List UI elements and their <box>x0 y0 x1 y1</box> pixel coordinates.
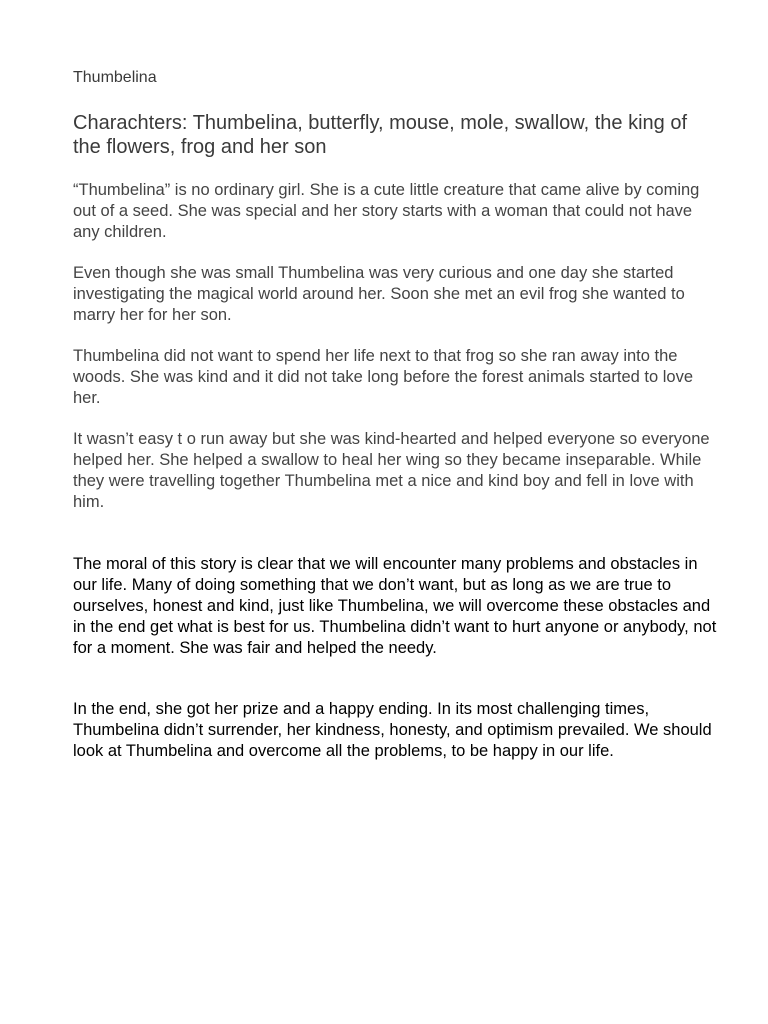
document-title: Thumbelina <box>73 69 157 86</box>
paragraph-run-away: Thumbelina did not want to spend her life next to that frog so she ran away into the woods. She was kind and it did not take long before the forest animals started to love her. <box>73 347 694 407</box>
paragraph-intro: “Thumbelina” is no ordinary girl. She is a cute little creature that came alive by coming out of a seed. She was special and her story starts with a woman that could not have any children. <box>73 181 700 241</box>
paragraph-ending: In the end, she got her prize and a happy ending. In its most challenging times, Thumbelina didn’t surrender, her kindness, honesty, and optimism prevailed. We should look at Thumbelina and overcome all the problems, to be happy in our life. <box>73 700 712 760</box>
paragraph-moral: The moral of this story is clear that we will encounter many problems and obstacles in our life. Many of doing something that we don’t want, but as long as we are true to ourselves, honest and kind, just like Thumbelina, we will overcome these obstacles and in the end get what is best for us. Thumbelina didn’t want to hurt anyone or anybody, not for a moment. She was fair and helped the needy. <box>73 555 717 657</box>
characters-heading: Charachters: Thumbelina, butterfly, mouse, mole, swallow, the king of the flowers, frog and her son <box>73 112 687 158</box>
paragraph-swallow: It wasn’t easy t o run away but she was kind-hearted and helped everyone so everyone helped her. She helped a swallow to heal her wing so they became inseparable. While they were travelling together Thumbelina met a nice and kind boy and fell in love with him. <box>73 430 710 511</box>
paragraph-curious: Even though she was small Thumbelina was very curious and one day she started investigating the magical world around her. Soon she met an evil frog she wanted to marry her for her son. <box>73 264 685 324</box>
